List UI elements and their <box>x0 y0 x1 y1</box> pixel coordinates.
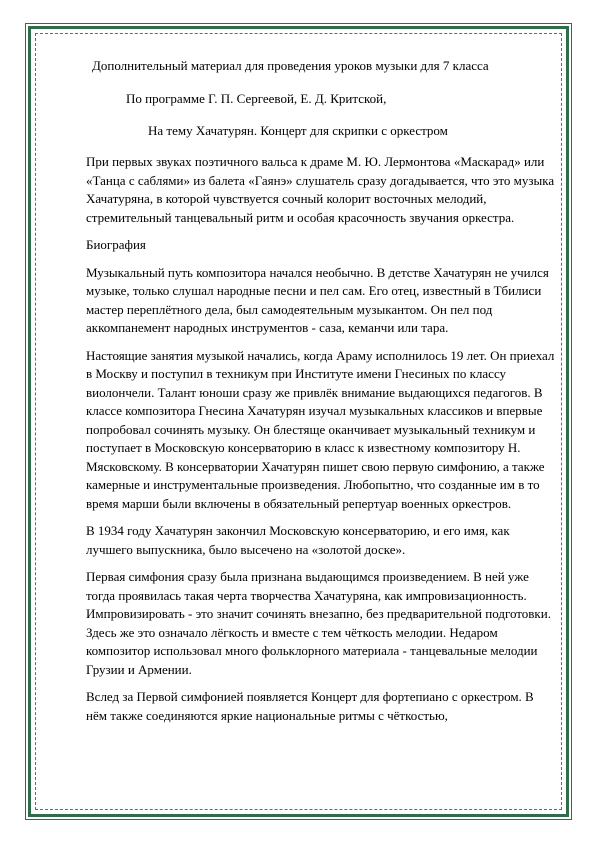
section-title-biography: Биография <box>86 237 146 252</box>
intro-paragraph: При первых звуках поэтичного вальса к драме М. Ю. Лермонтова «Маскарад» или «Танца с саблями» из балета «Гаянэ» слушатель сразу догадывается, что это музыка Хачатуряна, в которой чувствуется сочный колорит восточных мелодий, стремительный танцевальный ритм и особая красочность звучания оркестра. <box>86 154 555 225</box>
biography-paragraph-2: Настоящие занятия музыкой начались, когда Араму исполнилось 19 лет. Он приехал в Москву и поступил в техникум при Институте имени Гнесиных по классу виолончели. Талант юноши сразу же привлёк внимание выдающихся педагогов. В классе композитора Гнесина Хачатурян изучал музыкальных классиков и впервые попробовал сочинять музыку. Он блестяще оканчивает музыкальный техникум и поступает в Московскую консерваторию в класс к известному композитору Н. Мясковскому. В консерватории Хачатурян пишет свою первую симфонию, а также камерные и инструментальные произведения. Любопытно, что созданные им в то время марши были включены в обязательный репертуар военных оркестров. <box>86 347 555 511</box>
biography-paragraph-5: Вслед за Первой симфонией появляется Концерт для фортепиано с оркестром. В нём также соединяются яркие национальные ритмы с чёткостью, <box>86 689 534 723</box>
biography-paragraph-1: Музыкальный путь композитора начался необычно. В детстве Хачатурян не учился музыке, только слушал народные песни и пел сам. Его отец, известный в Тбилиси мастер переплётного дела, был самодеятельным музыкантом. Он пел под аккомпанемент народных инструментов - саза, кеманчи или тара. <box>86 264 549 335</box>
biography-paragraph-4: Первая симфония сразу была признана выдающимся произведением. В ней уже тогда проявилась такая черта творчества Хачатуряна, как импровизационность. Импровизировать - это значит сочинять внезапно, без предварительной подготовки. Здесь же это означало лёгкость и вместе с тем чёткость мелодии. Недаром композитор использовал много фольклорного материала - танцевальные мелодии Грузии и Армении. <box>86 569 551 677</box>
header-line-1: Дополнительный материал для проведения уроков музыки для 7 класса <box>92 58 489 73</box>
biography-paragraph-3: В 1934 году Хачатурян закончил Московскую консерваторию, и его имя, как лучшего выпускника, было высечено на «золотой доске». <box>86 523 510 557</box>
document-content <box>86 52 556 725</box>
header-line-2: По программе Г. П. Сергеевой, Е. Д. Критской, <box>126 91 387 106</box>
header-line-3: На тему Хачатурян. Концерт для скрипки с оркестром <box>148 123 448 138</box>
